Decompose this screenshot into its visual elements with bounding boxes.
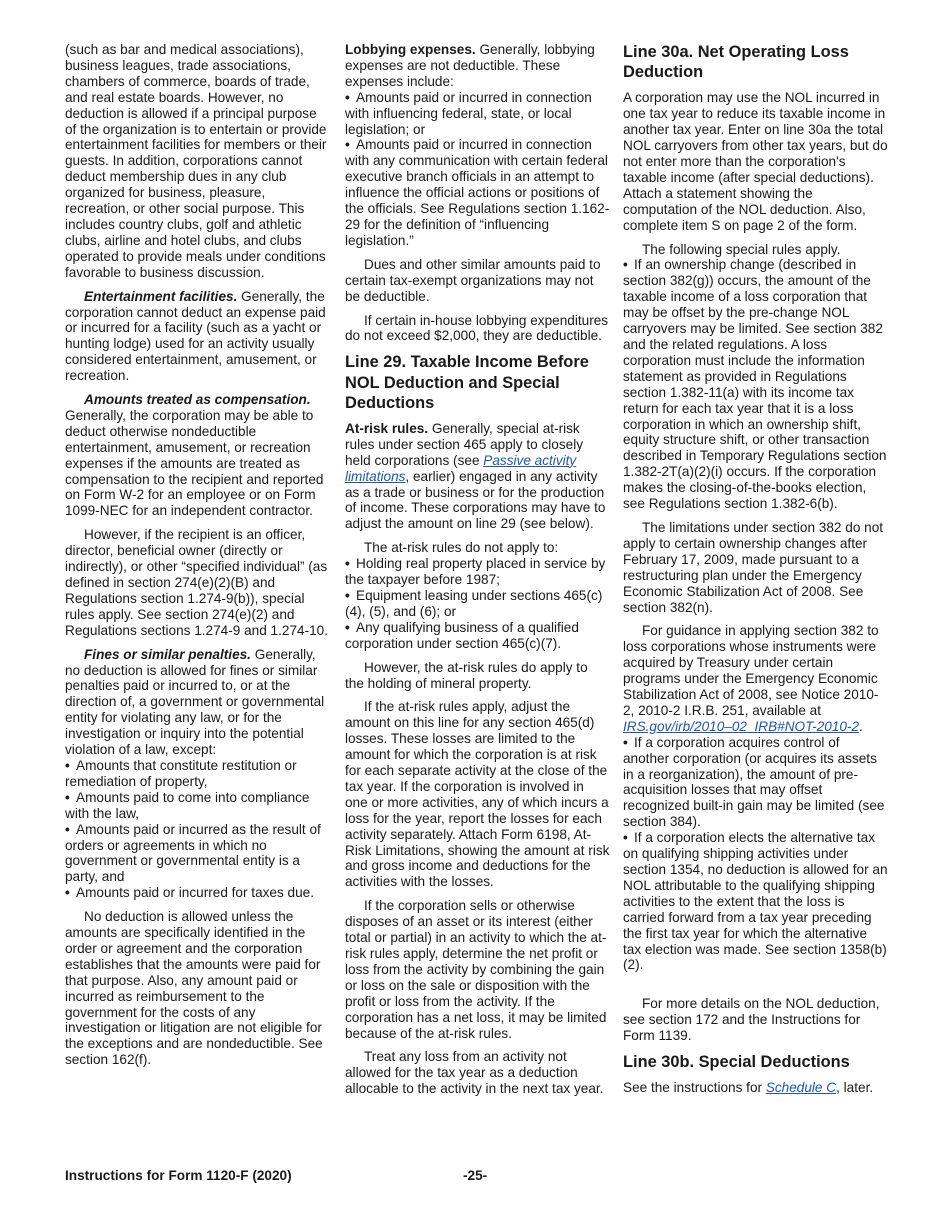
run-in-heading-fines: Fines or similar penalties. (84, 646, 251, 662)
list-item: • Holding real property placed in service by the taxpayer before 1987; (345, 556, 610, 588)
paragraph-at-risk (345, 421, 610, 532)
paragraph-no-deduction: No deduction is allowed unless the amounts are specifically identified in the order or agreement and the corporation establishes that the amounts were paid for that purpose. Also, any amount paid or incurred as reimbursement to the government for the costs of any investigation or litigation are not eligible for the exceptions and are nondeductible. See section 162(f). (65, 909, 323, 1068)
list-item: • Amounts that constitute restitution or remediation of property, (65, 758, 330, 790)
paragraph-see-instructions (623, 1080, 888, 1096)
paragraph-in-house: If certain in-house lobbying expenditures do not exceed $2,000, they are deductible. (345, 312, 609, 344)
list-item: • If an ownership change (described in section 382(g)) occurs, the amount of the taxable income of a loss corporation that may be offset by the pre-change NOL carryovers may be limited. See section 382 and the related regulations. A loss corporation must include the information statement as provided in Regulations section 1.382-11(a) with its income tax return for each tax year that it is a loss corporation in which an ownership shift, equity structure shift, or other transaction described in Temporary Regulations section 1.382-2T(a)(2)(i) occurs. If the corporation makes the closing-of-the-books election, see Regulations section 1.382-6(b). (623, 257, 888, 512)
paragraph-limitations: The limitations under section 382 do not apply to certain ownership changes after February 17, 2009, made pursuant to a restructuring plan under the Emergency Economic Stabilization Act of 2008. See section 382(n). (623, 519, 884, 615)
paragraph-dues-clubs: (such as bar and medical associations), business leagues, trade associations, chambers of commerce, boards of trade, and real estate boards. However, no deduction is allowed if a principal purpose of the organization is to entertain or provide entertainment facilities for members or their guests. In addition, corporations cannot deduct membership dues in any club organized for business, pleasure, recreation, or other social purpose. This includes country clubs, golf and athletic clubs, airline and hotel clubs, and clubs operated to provide meals under conditions favorable to business discussion. (65, 42, 327, 280)
list-item: • Amounts paid or incurred in connection with influencing federal, state, or local legislation; or (345, 90, 610, 138)
run-in-heading-entertainment: Entertainment facilities. (84, 288, 238, 304)
text-guidance-end: . (859, 718, 863, 734)
paragraph-details: For more details on the NOL deduction, see section 172 and the Instructions for Form 1139. (623, 996, 880, 1044)
text-lobbying: Generally, lobbying expenses are not deductible. These expenses include: (345, 42, 595, 89)
list-item: • If a corporation acquires control of another corporation (or acquires its assets in a reorganization), the amount of pre-acquisition losses that may offset recognized built-in gain may be limited (see section 384). (623, 735, 888, 830)
paragraph-dues-exempt: Dues and other similar amounts paid to certain tax-exempt organizations may not be deductible. (345, 256, 601, 304)
section-heading-line-29: Line 29. Taxable Income Before NOL Deduction and Special Deductions (345, 353, 589, 412)
paragraph-entertainment-facilities (65, 289, 330, 384)
list-item: • Amounts paid to come into compliance with the law, (65, 790, 330, 822)
list-item: • If a corporation elects the alternative tax on qualifying shipping activities under section 1354, no deduction is allowed for an NOL attributable to the qualifying shipping activities to the extent that the loss is carried forward from a tax year preceding the first tax year for which the alternative tax election was made. See section 1358(b)(2). (623, 830, 888, 973)
paragraph-sells: If the corporation sells or otherwise disposes of an asset or its interest (either total or partial) in an activity to which the at-risk rules apply, determine the net profit or loss from the activity by combining the gain or loss on the sale or disposition with the profit or loss from the activity. If the corporation has a net loss, it may be limited because of the at-risk rules. (345, 898, 607, 1041)
column-left (65, 42, 330, 1076)
text-guidance: For guidance in applying section 382 to loss corporations whose instruments were acquired by Treasury under certain programs under the Emergency Economic Stabilization Act of 2008, see Notice 2010-2, 2010-2 I.R.B. 251, available at (623, 623, 879, 718)
paragraph-nol: A corporation may use the NOL incurred in one tax year to reduce its taxable income in another tax year. Enter on line 30a the total NOL carryovers from other tax years, but do not enter more than the corporation's taxable income (after special deductions). Attach a statement showing the computation of the NOL deduction. Also, complete item S on page 2 of the form. (623, 90, 888, 233)
paragraph-officer: However, if the recipient is an officer, director, beneficial owner (directly or indirectly), or other “specified individual” (as defined in section 274(e)(2)(B) and Regulations section 1.274-9(b)), special rules apply. See section 274(e)(2) and Regulations sections 1.274-9 and 1.274-10. (65, 527, 328, 638)
paragraph-not-apply: The at-risk rules do not apply to: (364, 540, 559, 556)
paragraph-lobbying (345, 42, 610, 90)
footer-form-name: Instructions for Form 1120-F (2020) (65, 1168, 292, 1183)
paragraph-adjust: If the at-risk rules apply, adjust the amount on this line for any section 465(d) losses. These losses are limited to the amount for which the corporation is at risk for each separate activity at the close of the tax year. If the corporation is involved in one or more activities, any of which incurs a loss for the year, report the losses for each activity separately. Attach Form 6198, At-Risk Limitations, showing the amount at risk and gross income and deductions for the activities with the losses. (345, 699, 610, 890)
run-in-heading-at-risk: At-risk rules. (345, 420, 429, 436)
paragraph-following: The following special rules apply. (642, 241, 841, 257)
run-in-heading-compensation: Amounts treated as compensation. (84, 392, 311, 408)
paragraph-treat: Treat any loss from an activity not allowed for the tax year as a deduction allocable to the activity in the next tax year. (345, 1049, 604, 1097)
passive-activity-link[interactable]: Passive activity limitations (345, 452, 577, 484)
text-fines: Generally, no deduction is allowed for fines or similar penalties paid or incurred to, or at the direction of, a government or governmental entity for violating any law, or for the investigation or inquiry into the potential violation of a law, except: (65, 646, 325, 758)
paragraph-mineral: However, the at-risk rules do apply to the holding of mineral property. (345, 659, 588, 691)
list-item: • Amounts paid or incurred for taxes due. (65, 885, 330, 901)
list-item: • Amounts paid or incurred as the result of orders or agreements in which no government or governmental entity is a party, and (65, 822, 330, 886)
page-number: -25- (463, 1168, 488, 1183)
text-at-risk: Generally, special at-risk rules under section 465 apply to closely held corporations (see (345, 420, 584, 468)
list-item: • Equipment leasing under sections 465(c)(4), (5), and (6); or (345, 588, 610, 620)
text-compensation: Generally, the corporation may be able to deduct otherwise nondeductible entertainment, amusement, or recreation expenses if the amounts are treated as compensation to the recipient and reported on Form W-2 for an employee or on Form 1099-NEC for an independent contractor. (65, 407, 324, 519)
irs-notice-link[interactable]: IRS.gov/irb/2010–02_IRB#NOT-2010-2 (623, 718, 860, 734)
section-heading-line-30a: Line 30a. Net Operating Loss Deduction (623, 43, 849, 82)
section-heading-line-30b: Line 30b. Special Deductions (623, 1053, 850, 1072)
paragraph-fines (65, 647, 330, 758)
text-at-risk-cont: , earlier) engaged in any activity as a trade or business or for the production of income. These corporations may have to adjust the amount on line 29 (see below). (345, 468, 606, 532)
list-item: • Any qualifying business of a qualified corporation under section 465(c)(7). (345, 620, 610, 652)
list-item: • Amounts paid or incurred in connection with any communication with certain federal executive branch officials in an attempt to influence the official actions or positions of the officials. See Regulations section 1.162-29 for the definition of “influencing legislation.” (345, 137, 610, 248)
paragraph-compensation (65, 392, 330, 519)
run-in-heading-lobbying: Lobbying expenses. (345, 42, 476, 57)
schedule-c-link[interactable]: Schedule C (765, 1080, 837, 1096)
text-see-end: , later. (836, 1080, 874, 1096)
paragraph-guidance (623, 623, 888, 734)
spacer (623, 981, 888, 996)
text-entertainment: Generally, the corporation cannot deduct an expense paid or incurred for a facility (such as a yacht or hunting lodge) used for an activity usually considered entertainment, amusement, or recreation. (65, 288, 326, 384)
column-middle (345, 42, 610, 1105)
text-see: See the instructions for (623, 1080, 763, 1096)
column-right (623, 42, 888, 1104)
